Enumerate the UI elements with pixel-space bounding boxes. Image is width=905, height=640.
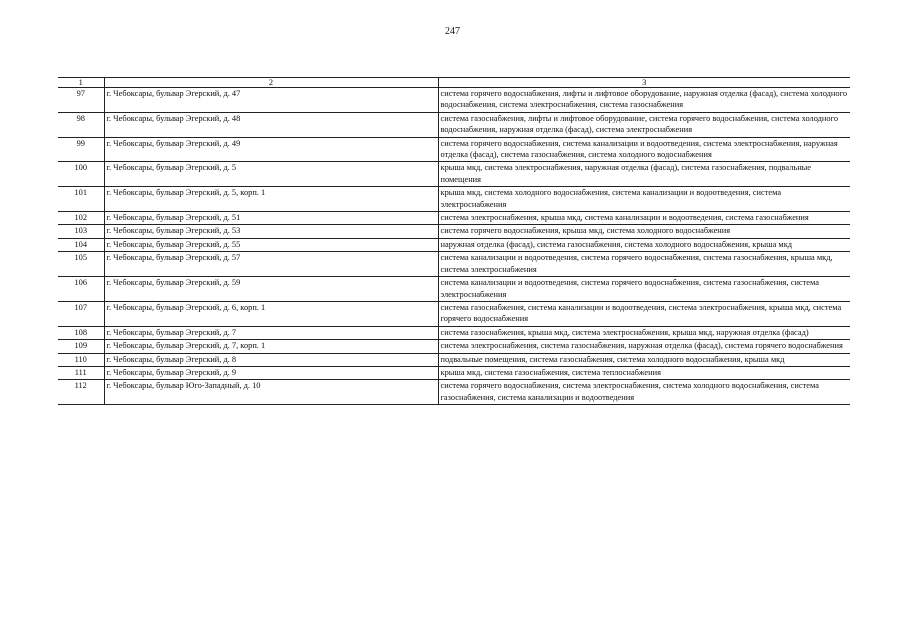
table-body [58,88,850,405]
row-number: 109 [58,340,104,353]
row-address: г. Чебоксары, бульвар Эгерский, д. 48 [104,112,438,137]
row-number: 105 [58,252,104,277]
row-address: г. Чебоксары, бульвар Эгерский, д. 49 [104,137,438,162]
row-address: г. Чебоксары, бульвар Эгерский, д. 53 [104,225,438,238]
row-number: 112 [58,380,104,405]
row-systems: система горячего водоснабжения, система канализации и водоотведения, система электроснабжения, наружная отделка (фасад), система газоснабжения, система холодного водоснабжения [438,137,850,162]
row-number: 99 [58,137,104,162]
table-row [58,112,850,137]
buildings-table [58,77,850,405]
row-number: 106 [58,277,104,302]
row-address: г. Чебоксары, бульвар Юго-Западный, д. 10 [104,380,438,405]
row-systems: система горячего водоснабжения, система электроснабжения, система холодного водоснабжения, система газоснабжения, система канализации и водоотведения [438,380,850,405]
table-row [58,187,850,212]
row-systems: система газоснабжения, система канализации и водоотведения, система электроснабжения, крыша мкд, система горячего водоснабжения [438,301,850,326]
row-systems: система горячего водоснабжения, лифты и лифтовое оборудование, наружная отделка (фасад), система холодного водоснабжения, система электроснабжения, система газоснабжения [438,88,850,113]
row-systems: крыша мкд, система газоснабжения, система теплоснабжения [438,366,850,379]
row-address: г. Чебоксары, бульвар Эгерский, д. 7, корп. 1 [104,340,438,353]
table-row [58,238,850,251]
table-row [58,162,850,187]
row-number: 98 [58,112,104,137]
row-address: г. Чебоксары, бульвар Эгерский, д. 47 [104,88,438,113]
row-address: г. Чебоксары, бульвар Эгерский, д. 5, корп. 1 [104,187,438,212]
row-address: г. Чебоксары, бульвар Эгерский, д. 9 [104,366,438,379]
row-address: г. Чебоксары, бульвар Эгерский, д. 57 [104,252,438,277]
row-number: 111 [58,366,104,379]
row-systems: система канализации и водоотведения, система горячего водоснабжения, система газоснабжения, крыша мкд, система электроснабжения [438,252,850,277]
table-row [58,353,850,366]
row-address: г. Чебоксары, бульвар Эгерский, д. 7 [104,326,438,339]
table-row [58,326,850,339]
column-header-systems: 3 [438,78,850,88]
row-systems: система газоснабжения, лифты и лифтовое оборудование, система горячего водоснабжения, система холодного водоснабжения, наружная отделка (фасад), система электроснабжения [438,112,850,137]
row-number: 107 [58,301,104,326]
row-address: г. Чебоксары, бульвар Эгерский, д. 55 [104,238,438,251]
row-systems: система электроснабжения, система газоснабжения, наружная отделка (фасад), система горячего водоснабжения [438,340,850,353]
row-systems: система электроснабжения, крыша мкд, система канализации и водоотведения, система газоснабжения [438,212,850,225]
row-systems: система газоснабжения, крыша мкд, система электроснабжения, крыша мкд, наружная отделка (фасад) [438,326,850,339]
table-row [58,212,850,225]
row-systems: система горячего водоснабжения, крыша мкд, система холодного водоснабжения [438,225,850,238]
row-systems: подвальные помещения, система газоснабжения, система холодного водоснабжения, крыша мкд [438,353,850,366]
row-address: г. Чебоксары, бульвар Эгерский, д. 5 [104,162,438,187]
row-systems: система канализации и водоотведения, система горячего водоснабжения, система газоснабжения, система электроснабжения [438,277,850,302]
row-systems: крыша мкд, система электроснабжения, наружная отделка (фасад), система газоснабжения, подвальные помещения [438,162,850,187]
row-number: 101 [58,187,104,212]
table-row [58,252,850,277]
column-header-address: 2 [104,78,438,88]
table-row [58,380,850,405]
table-header-row [58,78,850,88]
table-row [58,340,850,353]
table-row [58,277,850,302]
row-number: 102 [58,212,104,225]
table-row [58,137,850,162]
row-address: г. Чебоксары, бульвар Эгерский, д. 51 [104,212,438,225]
column-header-number: 1 [58,78,104,88]
row-number: 97 [58,88,104,113]
row-number: 110 [58,353,104,366]
row-address: г. Чебоксары, бульвар Эгерский, д. 8 [104,353,438,366]
table-row [58,301,850,326]
row-number: 104 [58,238,104,251]
table-row [58,366,850,379]
row-systems: наружная отделка (фасад), система газоснабжения, система холодного водоснабжения, крыша мкд [438,238,850,251]
row-number: 103 [58,225,104,238]
row-address: г. Чебоксары, бульвар Эгерский, д. 6, корп. 1 [104,301,438,326]
row-number: 100 [58,162,104,187]
page-number: 247 [445,26,460,37]
row-systems: крыша мкд, система холодного водоснабжения, система канализации и водоотведения, система электроснабжения [438,187,850,212]
row-number: 108 [58,326,104,339]
table-row [58,225,850,238]
table-row [58,88,850,113]
row-address: г. Чебоксары, бульвар Эгерский, д. 59 [104,277,438,302]
